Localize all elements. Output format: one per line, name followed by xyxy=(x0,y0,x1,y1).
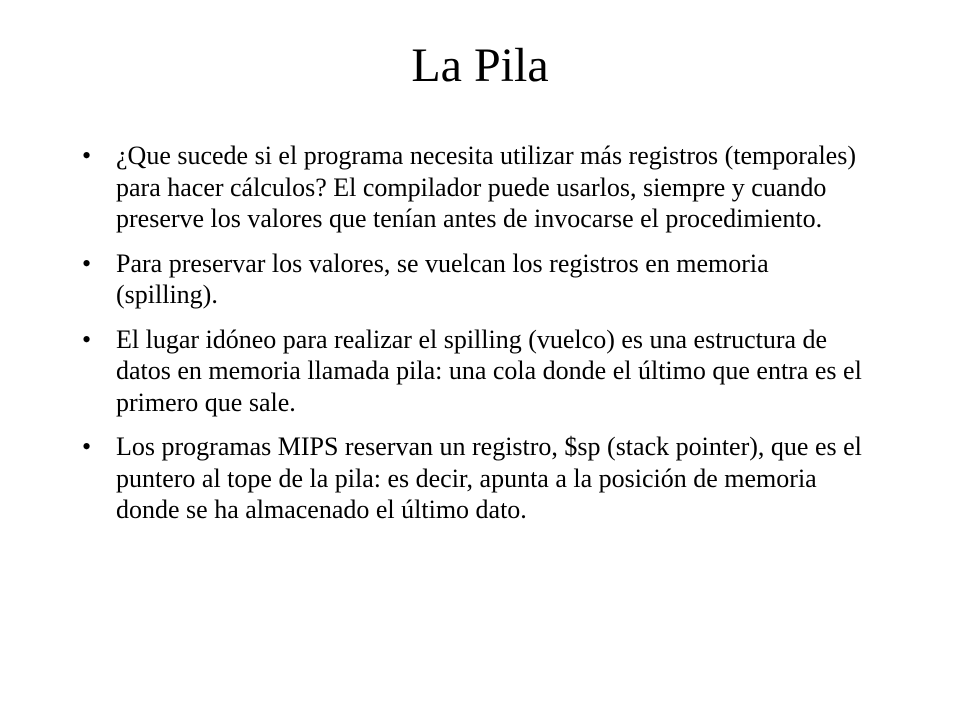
bullet-dot-icon: • xyxy=(82,248,92,278)
bullet-text: Los programas MIPS reservan un registro, $sp (stack pointer), que es el puntero al tope de la pila: es decir, apunta a la posición de memoria donde se ha almacenado el último dato. xyxy=(116,432,862,524)
bullet-item xyxy=(80,140,870,235)
bullet-dot-icon: • xyxy=(82,432,92,461)
bullet-text: El lugar idóneo para realizar el spilling (vuelco) es una estructura de datos en memoria llamada pila: una cola donde el último que entra es el primero que sale. xyxy=(116,324,862,417)
slide-title: La Pila xyxy=(411,39,549,92)
bullet-dot-icon: • xyxy=(82,324,92,354)
bullet-dot-icon: • xyxy=(82,141,92,170)
bullet-text: Para preservar los valores, se vuelcan los registros en memoria (spilling). xyxy=(116,248,769,309)
bullet-item xyxy=(80,324,870,419)
bullet-text: ¿Que sucede si el programa necesita utilizar más registros (temporales) para hacer cálculos? El compilador puede usarlos, siempre y cuando preserve los valores que tenían antes de invocarse el procedimiento. xyxy=(116,141,856,233)
bullet-item xyxy=(80,248,870,311)
bullet-item xyxy=(80,431,870,526)
bullet-list xyxy=(80,140,870,539)
